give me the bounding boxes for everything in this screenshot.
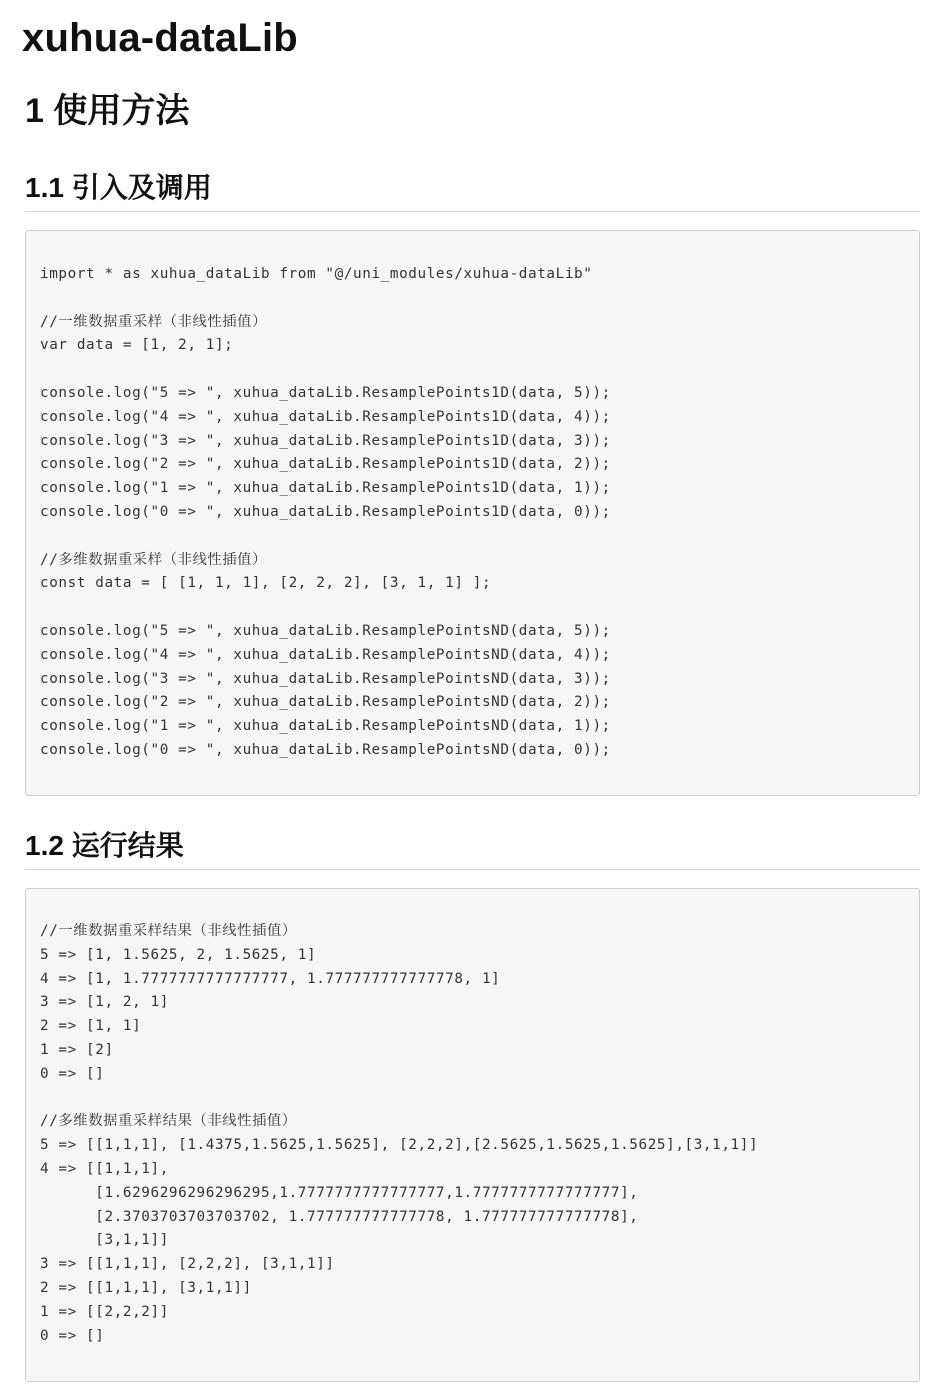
code-line: import * as xuhua_dataLib from "@/uni_modules/xuhua-dataLib" (40, 266, 593, 282)
code-line (40, 1087, 758, 1111)
code-line: //多维数据重采样（非线性插值） (40, 551, 267, 568)
code-lines-result (40, 920, 758, 1348)
code-line: 3 => [1, 2, 1] (40, 994, 169, 1011)
subsection-heading-run-result: 1.2 运行结果 (25, 824, 920, 870)
code-line (40, 596, 611, 620)
code-line: //多维数据重采样结果（非线性插值） (40, 1113, 297, 1130)
code-line: 2 => [[1,1,1], [3,1,1]] (40, 1279, 252, 1296)
code-line: //一维数据重采样结果（非线性插值） (40, 923, 297, 939)
code-line: 0 => [] (40, 1065, 105, 1082)
code-line: const data = [ [1, 1, 1], [2, 2, 2], [3, 1, 1] ]; (40, 575, 492, 592)
subsection-heading-import-and-call: 1.1 引入及调用 (25, 166, 920, 212)
section-heading-usage-method: 1 使用方法 (25, 92, 190, 130)
code-line: 5 => [1, 1.5625, 2, 1.5625, 1] (40, 946, 317, 963)
code-line: console.log("3 => ", xuhua_dataLib.ResamplePointsND(data, 3)); (40, 670, 611, 687)
code-line (40, 287, 611, 311)
code-line: console.log("5 => ", xuhua_dataLib.ResamplePoints1D(data, 5)); (40, 384, 611, 401)
code-line (40, 525, 611, 549)
code-line: console.log("0 => ", xuhua_dataLib.ResamplePoints1D(data, 0)); (40, 503, 611, 520)
code-line: console.log("4 => ", xuhua_dataLib.ResamplePointsND(data, 4)); (40, 646, 611, 663)
code-line: console.log("1 => ", xuhua_dataLib.ResamplePoints1D(data, 1)); (40, 480, 611, 497)
page-title: xuhua-dataLib (22, 16, 298, 60)
code-line: 3 => [[1,1,1], [2,2,2], [3,1,1]] (40, 1256, 335, 1273)
code-block-usage (25, 230, 920, 796)
code-line: console.log("3 => ", xuhua_dataLib.ResamplePoints1D(data, 3)); (40, 432, 611, 449)
code-line: var data = [1, 2, 1]; (40, 337, 234, 354)
code-line: console.log("2 => ", xuhua_dataLib.ResamplePoints1D(data, 2)); (40, 456, 611, 473)
code-line: console.log("5 => ", xuhua_dataLib.ResamplePointsND(data, 5)); (40, 622, 611, 639)
code-line: [3,1,1]] (40, 1232, 169, 1249)
code-line: console.log("1 => ", xuhua_dataLib.ResamplePointsND(data, 1)); (40, 718, 611, 735)
code-line: console.log("2 => ", xuhua_dataLib.ResamplePointsND(data, 2)); (40, 694, 611, 711)
code-block-result (25, 888, 920, 1382)
code-line (40, 358, 611, 382)
code-line: 0 => [] (40, 1327, 105, 1344)
code-line: [2.3703703703703702, 1.777777777777778, 1.777777777777778], (40, 1208, 639, 1225)
code-line: 1 => [2] (40, 1041, 114, 1058)
code-line: 4 => [1, 1.7777777777777777, 1.777777777777778, 1] (40, 970, 501, 987)
code-line: 4 => [[1,1,1], (40, 1160, 169, 1177)
code-line: 1 => [[2,2,2]] (40, 1303, 169, 1320)
code-line: console.log("4 => ", xuhua_dataLib.ResamplePoints1D(data, 4)); (40, 408, 611, 425)
code-lines-usage (40, 263, 611, 763)
code-line: //一维数据重采样（非线性插值） (40, 313, 267, 330)
code-line: 5 => [[1,1,1], [1.4375,1.5625,1.5625], [2,2,2],[2.5625,1.5625,1.5625],[3,1,1]] (40, 1137, 759, 1154)
code-line: console.log("0 => ", xuhua_dataLib.ResamplePointsND(data, 0)); (40, 741, 611, 758)
code-line: 2 => [1, 1] (40, 1018, 142, 1035)
code-line: [1.6296296296296295,1.7777777777777777,1.7777777777777777], (40, 1184, 639, 1201)
